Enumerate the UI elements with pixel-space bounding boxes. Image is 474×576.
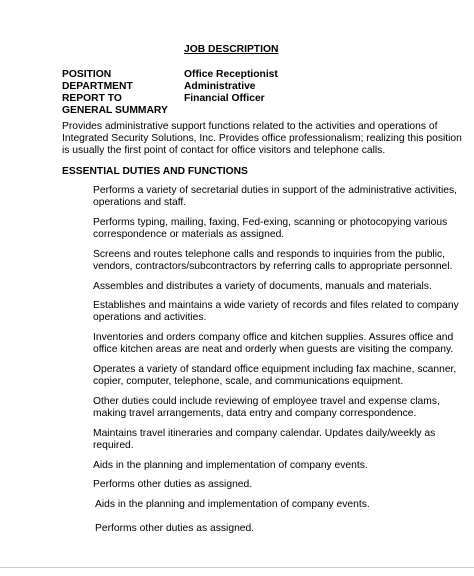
duty-item: Operates a variety of standard office equipment including fax machine, scanner, copier, computer, telephone, scale, and communications equipment. (93, 364, 457, 387)
field-value-report-to: Financial Officer (184, 93, 265, 104)
field-label-department: DEPARTMENT (62, 81, 133, 92)
section-heading: ESSENTIAL DUTIES AND FUNCTIONS (62, 166, 248, 177)
duty-item: Assembles and distributes a variety of documents, manuals and materials. (93, 281, 432, 292)
duty-item: Maintains travel itineraries and company calendar. Updates daily/weekly as required. (93, 428, 436, 451)
document-title: JOB DESCRIPTION (184, 44, 279, 55)
field-label-position: POSITION (62, 69, 112, 80)
duty-item: Aids in the planning and implementation of company events. (95, 499, 370, 510)
duty-item: Performs other duties as assigned. (93, 479, 253, 490)
page-edge-divider (0, 567, 474, 568)
field-label-general-summary: GENERAL SUMMARY (62, 105, 168, 116)
duty-item: Establishes and maintains a wide variety of records and files related to company operations and activities. (93, 300, 459, 323)
duty-item: Performs typing, mailing, faxing, Fed-exing, scanning or photocopying various correspondence or materials as assigned. (93, 217, 448, 240)
duty-item: Inventories and orders company office and kitchen supplies. Assures office and office kitchen areas are neat and orderly when guests are visiting the company. (93, 332, 454, 355)
field-label-report-to: REPORT TO (62, 93, 122, 104)
duty-item: Other duties could include reviewing of employee travel and expense clams, making travel arrangements, data entry and company correspondence. (93, 396, 440, 419)
summary-paragraph: Provides administrative support functions related to the activities and operations of Integrated Security Solutions, Inc. Provides office professionalism; realizing this position is usually the first point of contact for office visitors and telephone calls. (62, 121, 462, 156)
duty-item: Performs a variety of secretarial duties in support of the administrative activities, operations and staff. (93, 185, 457, 208)
duty-item: Performs other duties as assigned. (95, 523, 255, 534)
duty-item: Screens and routes telephone calls and responds to inquiries from the public, vendors, contractors/subcontractors by referring calls to appropriate personnel. (93, 249, 453, 272)
field-value-position: Office Receptionist (184, 69, 278, 80)
field-value-department: Administrative (184, 81, 256, 92)
duty-item: Aids in the planning and implementation of company events. (93, 460, 368, 471)
